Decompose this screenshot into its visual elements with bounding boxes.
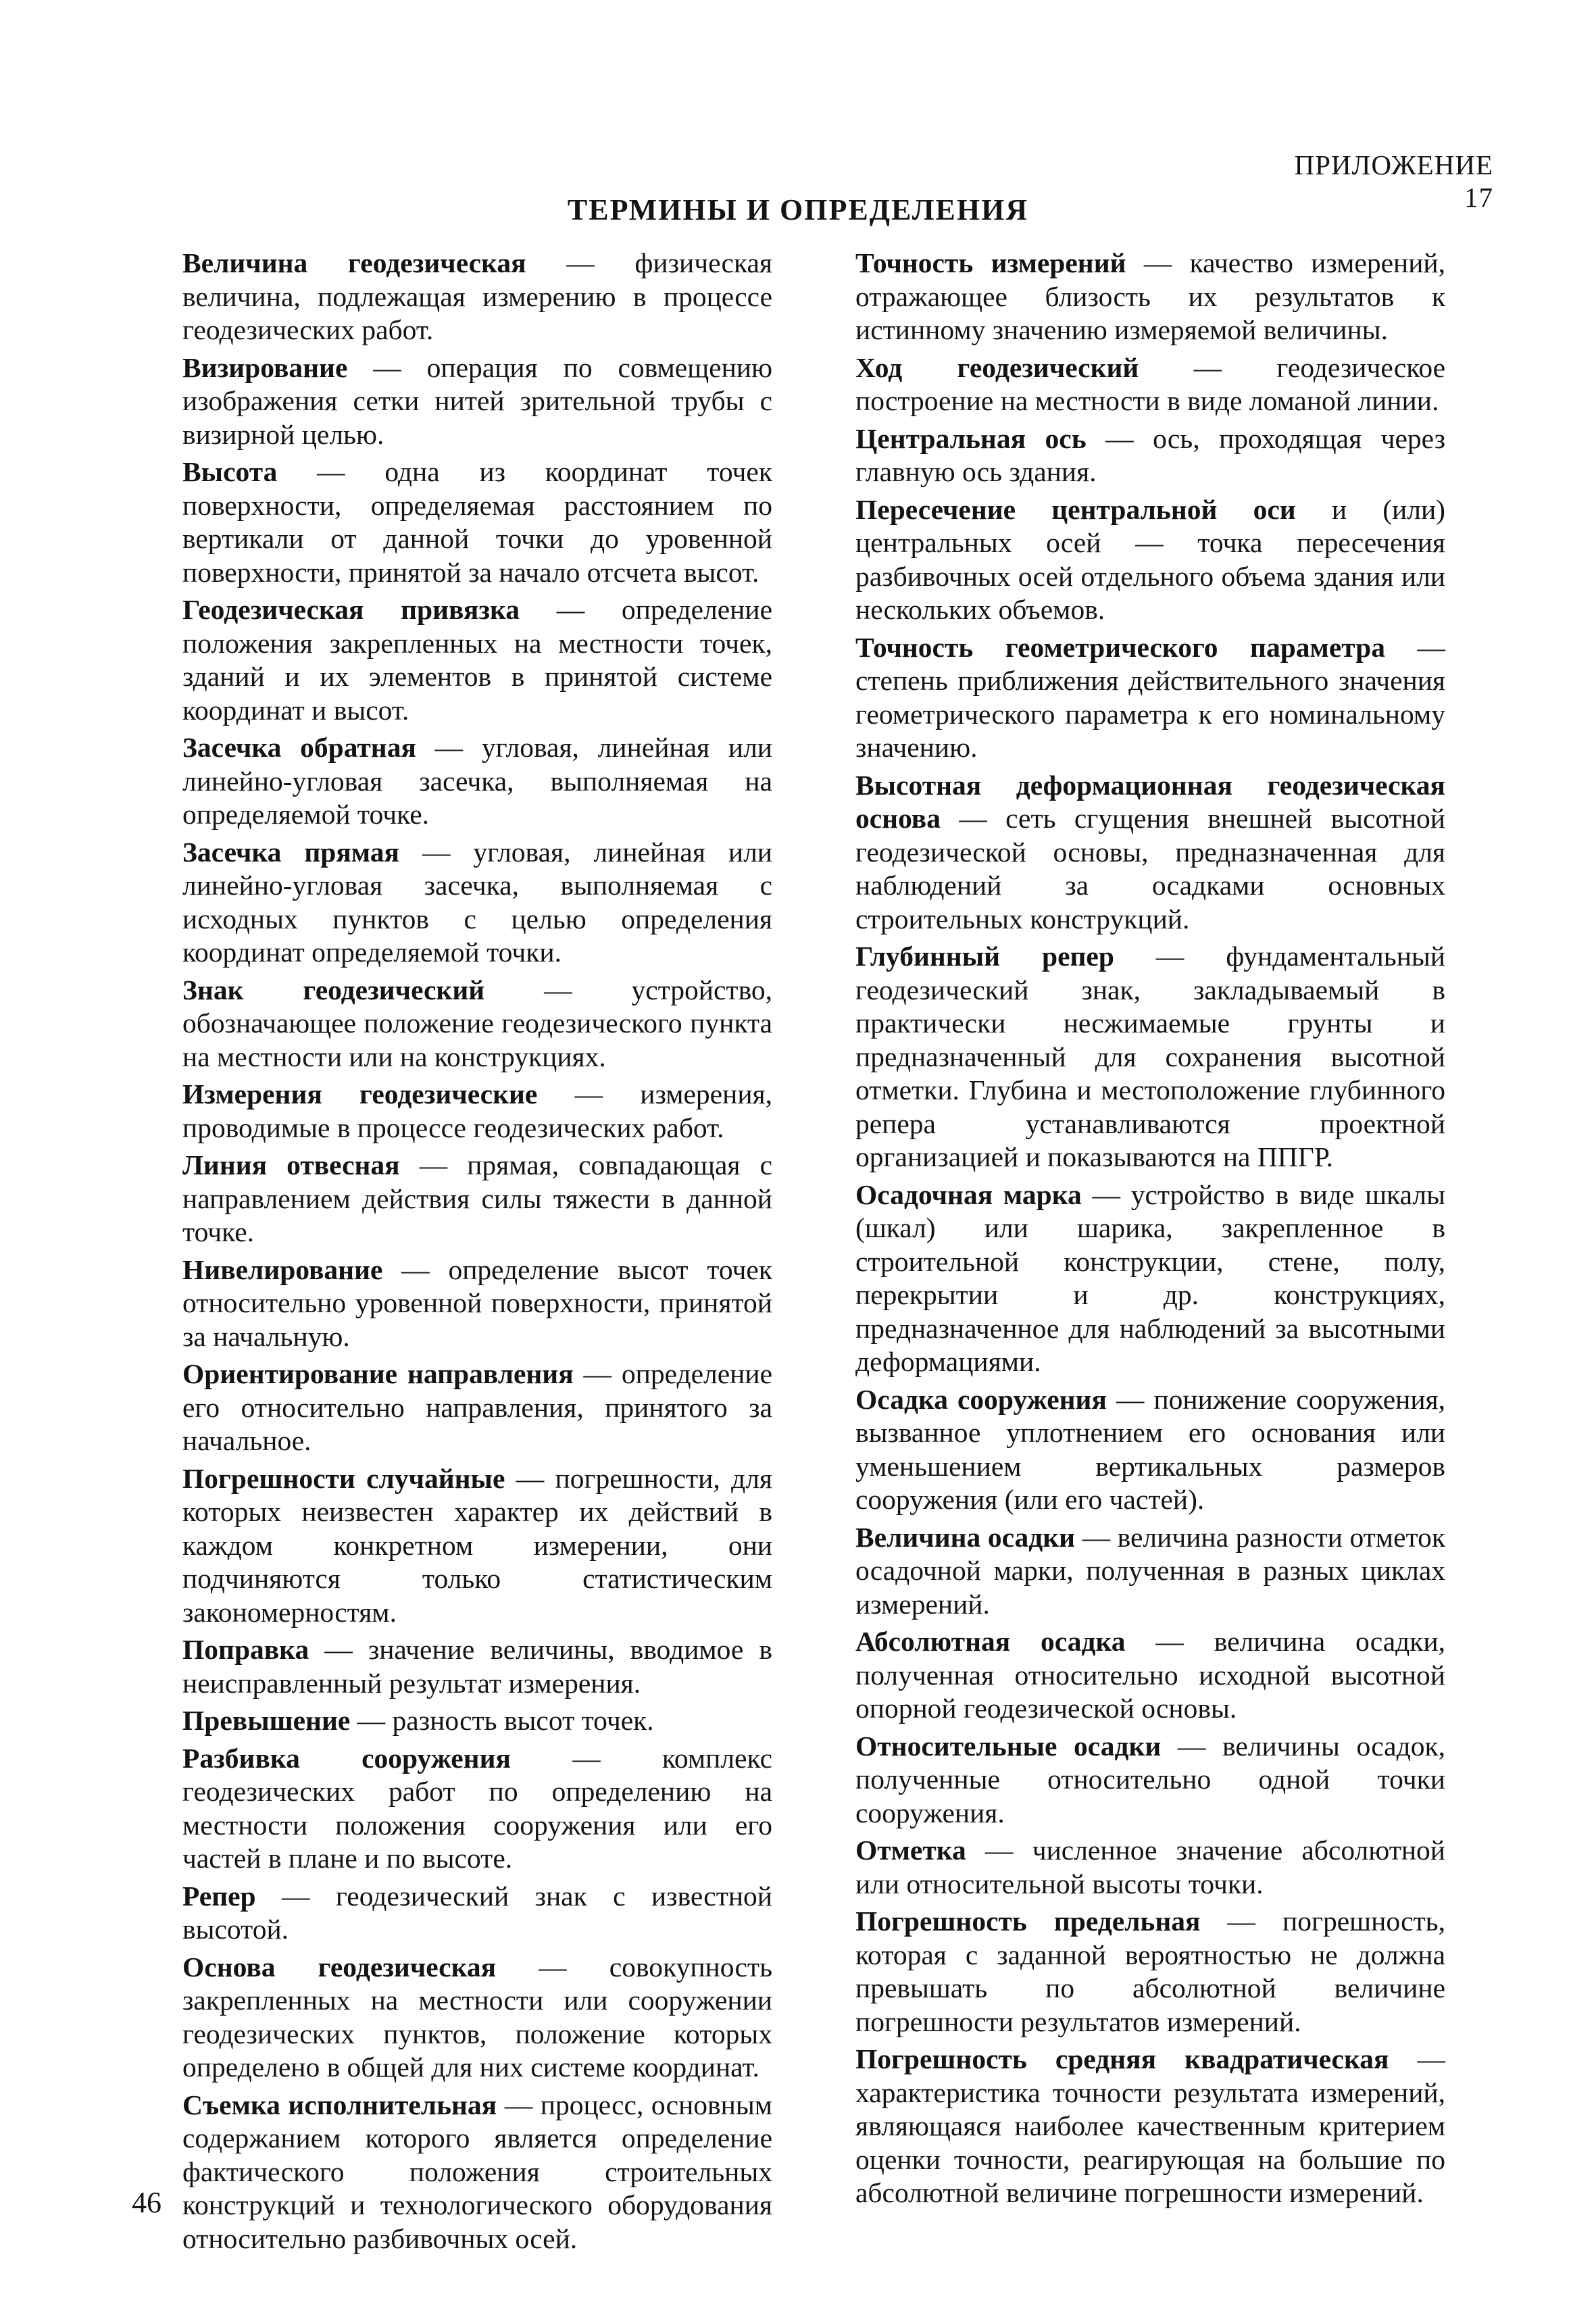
definition: — определение высот точек относительно уровенной поверхности, принятой за начальную. [182,1253,772,1352]
definition: — величины осадок, полученные относительно одной точки сооружения. [855,1730,1445,1828]
definition: — погрешности, для которых неизвестен характер их действий в каждом конкретном измерении, они подчиняются только статистическим закономерностям. [182,1462,772,1628]
definition: — физическая величина, подлежащая измерению в процессе геодезических работ. [182,247,772,345]
definition: — одна из координат точек поверхности, определяемая расстоянием по вертикали от данной точки до уровенной поверхности, принятой за начало отсчета высот. [182,456,772,588]
definition-entry [855,1178,1445,1379]
definition: — сеть сгущения внешней высотной геодезической основы, предназначенная для наблюдений за осадками основных строительных конструкций. [855,803,1445,935]
definition-entry [182,247,772,347]
term: Знак геодезический [182,974,485,1005]
definition: — геодезическое построение на местности в виде ломаной линии. [855,351,1445,416]
definition-entry [855,1625,1445,1726]
definition-entry [182,974,772,1074]
definition-entry [855,247,1445,347]
term: Глубинный репер [855,941,1114,972]
appendix-label: ПРИЛОЖЕНИЕ 17 [1294,149,1493,213]
definition-entry [182,1462,772,1630]
definition: — ось, проходящая через главную ось здания. [855,422,1445,487]
definition-entry [182,1742,772,1876]
definition: — устройство в виде шкалы (шкал) или шарика, закрепленное в строительной конструкции, стене, полу, перекрытии и др. конструкциях, предназначенное для наблюдений за высотными деформациями. [855,1178,1445,1377]
definition: — определение положения закрепленных на местности точек, зданий и их элементов в принятой системе координат и высот. [182,594,772,726]
definition-entry [182,1951,772,2085]
term: Линия отвесная [182,1149,400,1180]
definition-entry [182,1704,772,1738]
left-column [182,247,772,2260]
term: Абсолютная осадка [855,1626,1126,1657]
definition: — угловая, линейная или линейно-угловая засечка, выполняемая на определяемой точке. [182,732,772,830]
term: Центральная ось [855,422,1087,454]
term: Ориентирование направления [182,1358,574,1389]
definition: — погрешность, которая с заданной вероятностью не должна превышать по абсолютной величине погрешности результатов измерений. [855,1906,1445,2037]
term: Репер [182,1880,256,1912]
definition: — определение его относительно направления, принятого за начальное. [182,1358,772,1456]
definition: — степень приближения действительного значения геометрического параметра к его номинальному значению. [855,631,1446,763]
term: Точность геометрического параметра [855,631,1385,663]
term: Величина осадки [855,1521,1076,1553]
definition-entry [855,1834,1445,1901]
term: Засечка обратная [182,732,416,763]
definition-entry [855,769,1445,937]
term: Нивелирование [182,1253,383,1285]
definition-entry [182,1358,772,1458]
definition: — процесс, основным содержанием которого является определение фактического положения строительных конструкций и технологического оборудования относительно разбивочных осей. [182,2089,772,2254]
definition: — численное значение абсолютной или относительной высоты точки. [855,1835,1445,1899]
definition: — разность высот точек. [350,1705,654,1736]
definition: — операция по совмещению изображения сетки нитей зрительной трубы с визирной целью. [182,351,772,450]
definition-entry [182,2089,772,2256]
definition-entry [855,1730,1445,1831]
term: Величина геодезическая [182,247,526,278]
term: Осадочная марка [855,1178,1082,1210]
definition: — фундаментальный геодезический знак, закладываемый в практически несжимаемые грунты и предназначенный для сохранения высотной отметки. Глубина и местоположение глубинного репера устанавливаются проектной организацией и показываются на ППГР. [855,941,1445,1172]
term: Погрешности случайные [182,1462,505,1494]
term: Разбивка сооружения [182,1742,511,1774]
definition-italic: являющаяся наиболее качественным критерием [855,2110,1445,2141]
definition-entry [182,731,772,832]
definition: — совокупность закрепленных на местности или сооружении геодезических пунктов, положение которых определено в общей для них системе координат. [182,1951,772,2083]
definition: — измерения, проводимые в процессе геодезических работ. [182,1078,772,1143]
definition: — комплекс геодезических работ по определению на местности положения сооружения или его частей в плане и по высоте. [182,1742,772,1874]
definition: — качество измерений, отражающее близость их результатов к истинному значению измеряемой величины. [855,247,1445,345]
term: Точность измерений [855,247,1126,278]
page-number: 46 [132,2186,161,2219]
definition: — величина разности отметок осадочной марки, полученная в разных циклах измерений. [855,1521,1445,1620]
definition-entry [182,1880,772,1947]
term: Визирование [182,351,348,383]
term: Высотная деформационная геодезическая основа [855,769,1445,834]
definition: — характеристика точности результата измерений, [855,2043,1445,2108]
definition-entry [855,1521,1445,1622]
term: Геодезическая привязка [182,594,520,625]
term: Поправка [182,1634,309,1665]
term: Съемка исполнительная [182,2089,497,2120]
term: Относительные осадки [855,1730,1162,1762]
definition: — устройство, обозначающее положение геодезического пункта на местности или на конструкциях. [182,974,773,1072]
definition: — понижение сооружения, вызванное уплотнением его основания или уменьшением вертикальных размеров сооружения (или его частей). [855,1383,1445,1515]
term: Превышение [182,1705,351,1736]
term: Засечка прямая [182,836,399,868]
term: Погрешность средняя квадратическая [855,2043,1389,2074]
definition-entry [855,631,1445,765]
definition-entry [182,1078,772,1145]
definition-entry [855,1905,1445,2039]
definition-end: оценки точности, реагирующая на большие по абсолютной величине погрешности измерений. [855,2143,1445,2208]
definition-entry [855,351,1445,418]
definition: — геодезический знак с известной высотой. [182,1880,772,1945]
page-title: ТЕРМИНЫ И ОПРЕДЕЛЕНИЯ [567,193,1029,226]
term: Осадка сооружения [855,1383,1107,1415]
term: Пересечение центральной оси [855,493,1296,525]
definition: и (или) центральных осей — точка пересечения разбивочных осей отдельного объема здания или нескольких объемов. [855,493,1445,625]
definition-entry [855,2043,1445,2210]
definition-entry [182,1253,772,1354]
definition-entry [182,1149,772,1249]
definition-entry [855,1383,1445,1517]
definition: — величина осадки, полученная относительно исходной высотной опорной геодезической основы. [855,1626,1446,1724]
definition-entry [182,1633,772,1700]
term: Высота [182,456,278,487]
term: Отметка [855,1835,966,1866]
definition-entry [182,836,772,970]
definition-entry [182,593,772,727]
definition: — угловая, линейная или линейно-угловая засечка, выполняемая с исходных пунктов с целью определения координат определяемой точки. [182,836,772,968]
definition-entry [855,422,1445,489]
term: Измерения геодезические [182,1078,538,1110]
right-column [855,247,1445,2214]
term: Погрешность предельная [855,1906,1201,1937]
definition-entry [855,493,1445,627]
definition-entry [182,351,772,452]
definition: — значение величины, вводимое в неисправленный результат измерения. [182,1634,772,1699]
definition: — прямая, совпадающая с направлением действия силы тяжести в данной точке. [182,1149,772,1247]
term: Ход геодезический [855,351,1139,383]
definition-entry [182,455,772,589]
term: Основа геодезическая [182,1951,497,1983]
definition-entry [855,940,1445,1174]
